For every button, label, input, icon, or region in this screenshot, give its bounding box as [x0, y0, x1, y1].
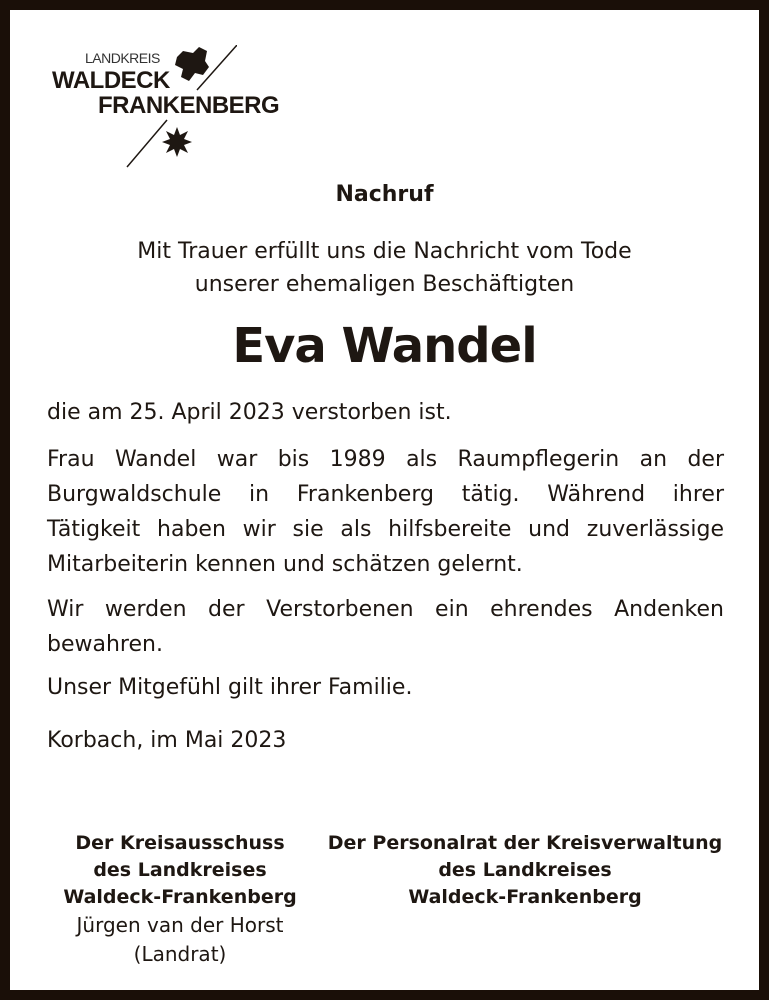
- text-line: Korbach, im Mai 2023: [47, 728, 287, 753]
- text-line: Mitarbeiterin kennen und schätzen gelernt.: [47, 552, 523, 577]
- paragraph-remembrance: [47, 592, 724, 662]
- paragraph-death-date: [47, 395, 724, 430]
- paragraph-biography: [47, 442, 724, 582]
- text-line: die am 25. April 2023 verstorben ist.: [47, 400, 452, 425]
- star-emblem-icon: [122, 115, 212, 170]
- text-line: Burgwaldschule in Frankenberg tätig. Während ihrer: [47, 482, 724, 507]
- intro-text: [10, 235, 759, 301]
- signature-line: Waldeck-Frankenberg: [63, 886, 297, 908]
- text-line: Wir werden der Verstorbenen ein ehrendes Andenken: [47, 597, 724, 622]
- intro-line: Mit Trauer erfüllt uns die Nachricht vom Tode: [137, 239, 632, 264]
- paragraph-condolence: [47, 670, 724, 705]
- obituary-title: Nachruf: [335, 182, 434, 207]
- text-line: Unser Mitgefühl gilt ihrer Familie.: [47, 675, 413, 700]
- signature-personalrat: [315, 830, 735, 911]
- signatory-title: (Landrat): [133, 942, 227, 966]
- logo-text-landkreis: LANDKREIS: [85, 50, 160, 66]
- signature-line: Der Kreisausschuss: [75, 832, 285, 854]
- signature-line: des Landkreises: [438, 859, 612, 881]
- signature-line: Waldeck-Frankenberg: [408, 886, 642, 908]
- text-line: bewahren.: [47, 632, 163, 657]
- signatory-name: Jürgen van der Horst: [76, 913, 284, 937]
- place-date: [47, 723, 724, 758]
- district-logo: [47, 40, 287, 170]
- text-line: Tätigkeit haben wir sie als hilfsbereite und zuverlässige: [47, 517, 724, 542]
- obituary-page: [10, 10, 759, 990]
- signature-line: Der Personalrat der Kreisverwaltung: [327, 832, 723, 854]
- text-line: Frau Wandel war bis 1989 als Raumpflegerin an der: [47, 447, 724, 472]
- logo-text-frankenberg: FRANKENBERG: [98, 92, 280, 119]
- deceased-name: Eva Wandel: [232, 318, 537, 374]
- signature-line: des Landkreises: [93, 859, 267, 881]
- logo-text-waldeck: WALDECK: [52, 67, 170, 94]
- intro-line: unserer ehemaligen Beschäftigten: [194, 272, 575, 297]
- lion-emblem-icon: [167, 45, 237, 95]
- signature-kreisausschuss: [35, 830, 325, 969]
